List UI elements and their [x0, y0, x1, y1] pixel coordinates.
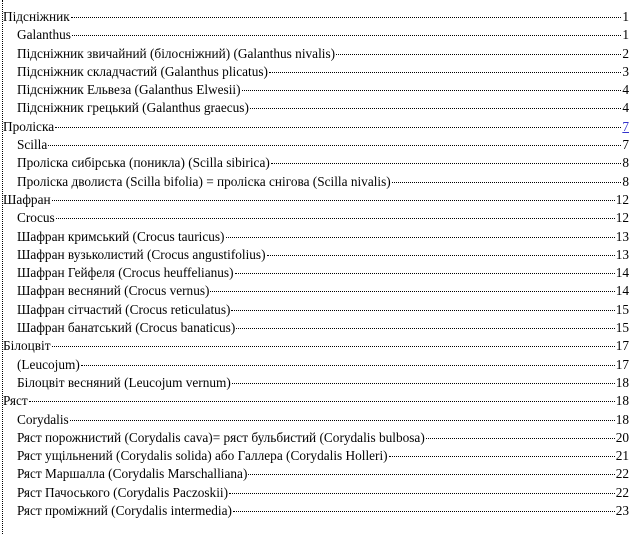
toc-heading-entry[interactable]	[0, 392, 629, 410]
toc-subentry[interactable]	[0, 246, 629, 264]
toc-subentry[interactable]	[0, 484, 629, 502]
dot-leader	[55, 127, 621, 128]
dot-leader	[248, 474, 614, 475]
toc-subentry[interactable]	[0, 264, 629, 282]
dot-leader	[210, 291, 614, 292]
toc-entry-title: Ряст порожнистий (Corydalis cava)= ряст бульбистий (Corydalis bulbosa)	[17, 429, 425, 445]
toc-entry-title: (Leucojum)	[17, 356, 80, 372]
toc-entry-title: Шафран весняний (Crocus vernus)	[17, 283, 210, 299]
toc-subentry[interactable]	[0, 502, 629, 520]
toc-entry-title: Проліска	[3, 118, 55, 134]
dot-leader	[233, 511, 615, 512]
toc-entry-title: Ряст	[3, 393, 28, 409]
dot-leader	[271, 163, 622, 164]
toc-subentry[interactable]	[0, 45, 629, 63]
dot-leader	[81, 365, 615, 366]
toc-page-number: 17	[615, 356, 629, 372]
dot-leader	[56, 218, 615, 219]
toc-subentry[interactable]	[0, 136, 629, 154]
toc-page-number: 15	[615, 301, 629, 317]
toc-page-number: 4	[622, 82, 629, 98]
toc-subentry[interactable]	[0, 99, 629, 117]
toc-subentry[interactable]	[0, 465, 629, 483]
toc-page-number: 23	[615, 503, 629, 519]
toc-page-number: 8	[622, 173, 629, 189]
toc-entry-title: Підсніжник складчастий (Galanthus plicatus)	[17, 63, 268, 79]
toc-page-number: 14	[615, 283, 629, 299]
toc-entry-title: Ряст Маршалла (Corydalis Marschalliana)	[17, 466, 248, 482]
dot-leader	[52, 346, 615, 347]
dot-leader	[392, 182, 622, 183]
toc-entry-title: Шафран Гейфеля (Crocus heuffelianus)	[17, 265, 234, 281]
dot-leader	[250, 108, 621, 109]
dot-leader	[70, 420, 615, 421]
toc-subentry[interactable]	[0, 282, 629, 300]
toc-page-number: 22	[615, 466, 629, 482]
toc-page-number: 8	[622, 155, 629, 171]
toc-heading-entry[interactable]	[0, 191, 629, 209]
toc-entry-title: Шафран сітчастий (Crocus reticulatus)	[17, 301, 231, 317]
dot-leader	[336, 54, 621, 55]
toc-entry-title: Підсніжник Ельвеза (Galanthus Elwesii)	[17, 82, 241, 98]
toc-subentry[interactable]	[0, 154, 629, 172]
toc-page-number: 4	[622, 100, 629, 116]
toc-page-number: 2	[622, 45, 629, 61]
toc-page-number: 13	[615, 246, 629, 262]
dot-leader	[231, 310, 614, 311]
toc-entry-title: Ряст Пачоського (Corydalis Paczoskii)	[17, 484, 229, 500]
toc-entry-title: Проліска дволиста (Scilla bifolia) = проліска снігова (Scilla nivalis)	[17, 173, 391, 189]
dot-leader	[235, 273, 615, 274]
table-of-contents	[0, 8, 629, 520]
toc-entry-title: Проліска сибірська (поникла) (Scilla sibirica)	[17, 155, 270, 171]
dot-leader	[232, 383, 615, 384]
toc-page-number: 18	[615, 393, 629, 409]
dot-leader	[71, 17, 622, 18]
toc-page-number[interactable]: 7	[622, 118, 629, 134]
toc-page-number: 17	[615, 338, 629, 354]
dot-leader	[48, 145, 621, 146]
toc-entry-title: Підсніжник грецький (Galanthus graecus)	[17, 100, 249, 116]
toc-heading-entry[interactable]	[0, 118, 629, 136]
toc-entry-title: Ряст ущільнений (Corydalis solida) або Галлера (Corydalis Holleri)	[17, 448, 388, 464]
toc-subentry[interactable]	[0, 228, 629, 246]
toc-entry-title: Білоцвіт	[3, 338, 51, 354]
toc-entry-title: Crocus	[17, 210, 55, 226]
toc-subentry[interactable]	[0, 173, 629, 191]
toc-page-number: 3	[622, 63, 629, 79]
toc-page-number: 12	[615, 191, 629, 207]
toc-page-number: 18	[615, 374, 629, 390]
toc-page-number: 13	[615, 228, 629, 244]
toc-page-number: 21	[615, 448, 629, 464]
toc-page-number: 7	[622, 137, 629, 153]
toc-heading-entry[interactable]	[0, 8, 629, 26]
toc-entry-title: Білоцвіт весняний (Leucojum vernum)	[17, 374, 231, 390]
toc-entry-title: Шафран вузьколистий (Crocus angustifolius)	[17, 246, 266, 262]
toc-subentry[interactable]	[0, 429, 629, 447]
toc-entry-title: Ряст проміжний (Corydalis intermedia)	[17, 503, 232, 519]
dot-leader	[236, 328, 614, 329]
toc-entry-title: Шафран кримський (Crocus tauricus)	[17, 228, 225, 244]
dot-leader	[229, 493, 615, 494]
toc-subentry[interactable]	[0, 374, 629, 392]
dot-leader	[72, 35, 621, 36]
toc-subentry[interactable]	[0, 319, 629, 337]
toc-entry-title: Corydalis	[17, 411, 69, 427]
toc-subentry[interactable]	[0, 63, 629, 81]
toc-page-number: 1	[622, 27, 629, 43]
toc-heading-entry[interactable]	[0, 337, 629, 355]
toc-page-number: 22	[615, 484, 629, 500]
toc-subentry[interactable]	[0, 26, 629, 44]
toc-entry-title: Scilla	[17, 137, 48, 153]
toc-page-number: 12	[615, 210, 629, 226]
toc-entry-title: Підсніжник звичайний (білосніжний) (Galanthus nivalis)	[17, 45, 336, 61]
toc-subentry[interactable]	[0, 447, 629, 465]
toc-page-number: 18	[615, 411, 629, 427]
toc-subentry[interactable]	[0, 301, 629, 319]
toc-subentry[interactable]	[0, 81, 629, 99]
toc-page-number: 15	[615, 320, 629, 336]
dot-leader	[267, 255, 615, 256]
toc-entry-title: Шафран банатський (Crocus banaticus)	[17, 320, 236, 336]
toc-entry-title: Підсніжник	[3, 9, 70, 24]
toc-entry-title: Шафран	[3, 191, 51, 207]
toc-entry-title: Galanthus	[17, 27, 71, 43]
dot-leader	[389, 456, 615, 457]
dot-leader	[52, 200, 615, 201]
dot-leader	[426, 438, 615, 439]
dot-leader	[29, 401, 615, 402]
toc-page-number: 1	[622, 9, 629, 24]
toc-subentry[interactable]	[0, 209, 629, 227]
dot-leader	[269, 72, 621, 73]
toc-subentry[interactable]	[0, 356, 629, 374]
toc-subentry[interactable]	[0, 411, 629, 429]
dot-leader	[242, 90, 622, 91]
toc-page-number: 14	[615, 265, 629, 281]
toc-page-number: 20	[615, 429, 629, 445]
dot-leader	[226, 237, 615, 238]
